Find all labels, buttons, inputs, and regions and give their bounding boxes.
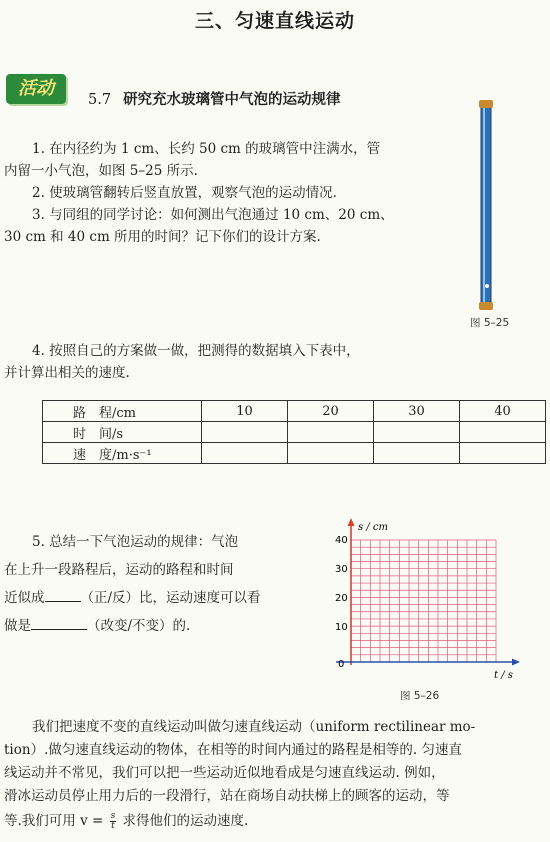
origin-label: 0 [338,659,345,670]
speed-formula-fraction [110,812,117,831]
y-tick-label: 10 [335,622,348,633]
fraction-numerator: s [110,811,116,821]
measurement-table [42,400,546,464]
step-1-line-2: 内留一小气泡，如图 5–25 所示. [4,163,198,179]
table-cell [288,422,374,443]
answer-blank-proportion [45,601,81,602]
step-3-line-2: 30 cm 和 40 cm 所用的时间？记下你们的设计方案. [4,229,321,245]
step-5-text: 近似成 [4,590,45,606]
paragraph-line-3: 线运动并不常见，我们可以把一些运动近似地看成是匀速直线运动. 例如， [4,765,445,781]
table-row-header: 路 程/cm [43,401,202,422]
step-2: 2. 使玻璃管翻转后竖直放置，观察气泡的运动情况. [32,185,337,201]
paragraph-text: 等.我们可用 v = [4,813,104,829]
step-1-line-1: 1. 在内径约为 1 cm、长约 50 cm 的玻璃管中注满水，管 [32,141,381,157]
y-axis-arrow [348,518,355,526]
paragraph-line-2: tion）.做匀速直线运动的物体，在相等的时间内通过的路程是相等的. 匀速直 [4,742,462,758]
step-4-line-1: 4. 按照自己的方案做一做，把测得的数据填入下表中， [32,343,360,359]
step-5-line-1: 5. 总结一下气泡运动的规律：气泡 [32,534,239,550]
y-axis-label: s / cm [358,522,388,533]
table-row [43,443,546,464]
step-5-line-3 [4,584,304,612]
y-tick-label: 40 [335,535,348,546]
activity-badge [6,74,66,104]
paragraph-text: 求得他们的运动速度. [122,813,249,829]
table-cell [374,422,460,443]
paragraph-line-4: 滑冰运动员停止用力后的一段滑行，站在商场自动扶梯上的顾客的运动，等 [4,788,450,804]
y-tick-label: 30 [335,564,348,575]
fraction-denominator: t [111,821,115,831]
x-axis-label: t / s [494,670,513,681]
step-4-line-2: 并计算出相关的速度. [4,365,130,381]
figure-5-25-caption: 图 5–25 [470,317,510,329]
step-5-text: （改变/不变）的. [87,618,191,634]
air-bubble [485,284,489,288]
table-cell: 30 [374,401,460,422]
table-row [43,401,546,422]
table-cell [202,422,288,443]
table-cell [460,443,546,464]
table-row [43,422,546,443]
table-cell [374,443,460,464]
table-cell [288,443,374,464]
table-cell [460,422,546,443]
activity-badge-label: 活动 [18,78,54,99]
figure-5-26-caption: 图 5–26 [400,690,440,702]
step-5-text: （正/反）比，运动速度可以看 [80,590,261,606]
paragraph-line-1: 我们把速度不变的直线运动叫做匀速直线运动（uniform rectilinear mo- [32,719,476,735]
table-row-header: 时 间/s [43,422,202,443]
glass-tube-figure [476,100,496,310]
step-5-fill-in [4,528,304,640]
graph-grid [351,540,496,662]
s-t-graph [318,515,533,685]
table-cell: 40 [460,401,546,422]
activity-heading [88,88,341,109]
section-title: 三、匀速直线运动 [194,10,355,32]
step-5-line-4 [4,612,304,640]
step-5-line-2: 在上升一段路程后，运动的路程和时间 [4,562,234,578]
table-cell: 20 [288,401,374,422]
paragraph-line-5 [4,810,248,833]
table-cell [202,443,288,464]
activity-title: 研究充水玻璃管中气泡的运动规律 [123,92,341,108]
x-axis-arrow [512,659,520,666]
table-row-header: 速 度/m·s⁻¹ [43,443,202,464]
answer-blank-speed [31,629,87,630]
activity-number: 5.7 [88,92,112,108]
step-5-text: 做是 [4,618,31,634]
step-3-line-1: 3. 与同组的同学讨论：如何测出气泡通过 10 cm、20 cm、 [32,207,394,223]
table-cell: 10 [202,401,288,422]
y-tick-label: 20 [335,593,348,604]
